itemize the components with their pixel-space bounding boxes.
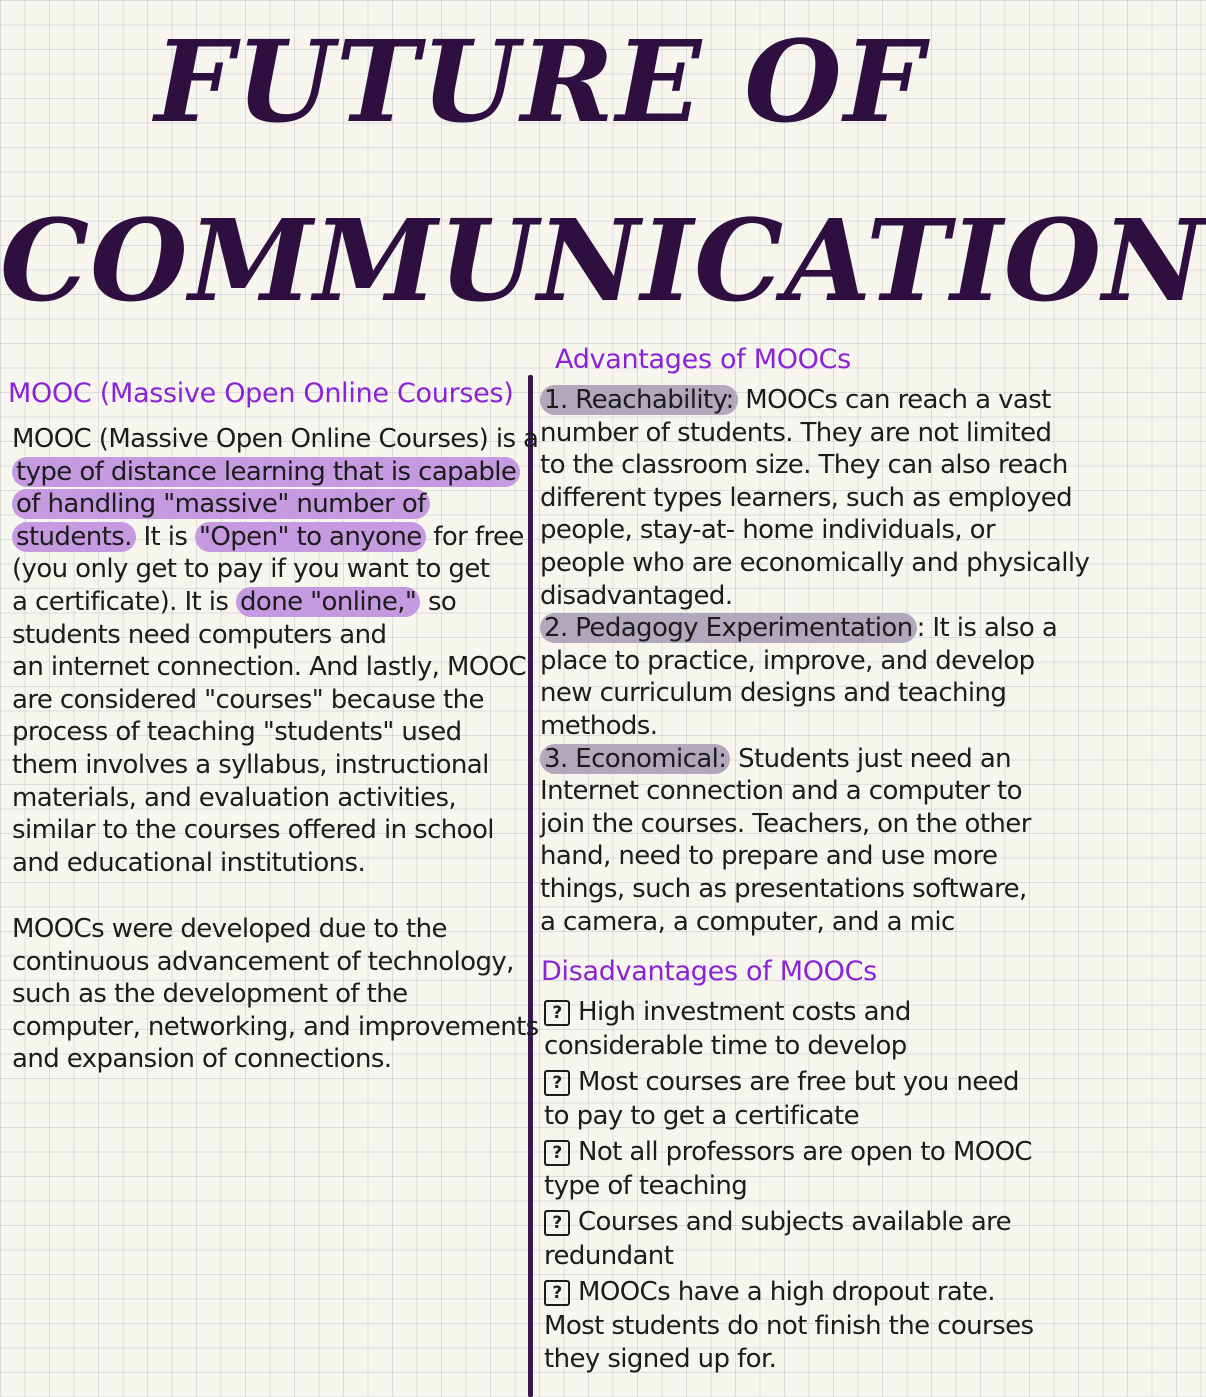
mooc-heading: MOOC (Massive Open Online Courses) bbox=[8, 378, 514, 409]
unknown-glyph-icon: ? bbox=[544, 1140, 570, 1166]
highlight: 1. Reachability: bbox=[540, 385, 738, 415]
mooc-development-paragraph bbox=[12, 913, 539, 1076]
unknown-glyph-icon: ? bbox=[544, 1070, 570, 1096]
page-title-line-2: COMMUNICATION bbox=[0, 196, 1206, 327]
text-fragment: Students just need an bbox=[730, 743, 1012, 774]
text-line: to the classroom size. They can also reach bbox=[540, 450, 1068, 481]
highlight: type of distance learning that is capable bbox=[12, 457, 520, 487]
mooc-definition-paragraph bbox=[12, 423, 538, 879]
text-line: MOOC (Massive Open Online Courses) is a bbox=[12, 424, 539, 454]
text-fragment: It is bbox=[135, 521, 196, 552]
text-line: Internet connection and a computer to bbox=[540, 776, 1022, 807]
highlight: "Open" to anyone bbox=[195, 522, 426, 552]
list-item-text: High investment costs and bbox=[578, 997, 911, 1027]
highlight: students. bbox=[12, 522, 136, 552]
text-line bbox=[12, 488, 538, 521]
text-fragment: a certificate). It is bbox=[12, 586, 237, 617]
text-line: Most students do not finish the courses bbox=[544, 1311, 1034, 1341]
list-item-text: Courses and subjects available are bbox=[578, 1207, 1012, 1237]
highlight: done "online," bbox=[236, 587, 420, 617]
unknown-glyph-icon: ? bbox=[544, 1000, 570, 1026]
text-line bbox=[12, 586, 538, 619]
text-line: process of teaching "students" used bbox=[12, 717, 462, 748]
page-title-line-1: FUTURE OF bbox=[154, 17, 926, 148]
text-line: they signed up for. bbox=[544, 1344, 777, 1374]
list-item-text: Not all professors are open to MOOC bbox=[578, 1137, 1032, 1167]
highlight: 3. Economical: bbox=[540, 744, 730, 774]
list-item bbox=[544, 1135, 1033, 1169]
text-line bbox=[12, 456, 538, 489]
text-line: people, stay-at- home individuals, or bbox=[540, 515, 996, 546]
text-line: materials, and evaluation activities, bbox=[12, 782, 457, 813]
text-line: place to practice, improve, and develop bbox=[540, 645, 1035, 676]
text-fragment: : It is also a bbox=[916, 613, 1058, 644]
text-line: students need computers and bbox=[12, 619, 387, 650]
disadvantages-list bbox=[544, 995, 1033, 1375]
list-item-text: Most courses are free but you need bbox=[578, 1067, 1019, 1097]
text-line: to pay to get a certificate bbox=[544, 1101, 859, 1131]
text-line: redundant bbox=[544, 1241, 674, 1271]
text-line: hand, need to prepare and use more bbox=[540, 841, 998, 872]
text-line: join the courses. Teachers, on the other bbox=[540, 808, 1031, 839]
text-line: people who are economically and physically bbox=[540, 547, 1090, 578]
advantages-heading: Advantages of MOOCs bbox=[555, 344, 851, 375]
text-line: things, such as presentations software, bbox=[540, 873, 1027, 904]
text-line: different types learners, such as employed bbox=[540, 482, 1073, 513]
advantages-list bbox=[540, 384, 1089, 938]
text-line: methods. bbox=[540, 710, 658, 741]
text-line: (you only get to pay if you want to get bbox=[12, 554, 490, 585]
text-line bbox=[12, 521, 538, 554]
text-fragment: so bbox=[420, 586, 457, 617]
highlight: 2. Pedagogy Experimentation bbox=[540, 613, 917, 643]
list-item bbox=[544, 1065, 1033, 1099]
text-line: disadvantaged. bbox=[540, 580, 733, 611]
unknown-glyph-icon: ? bbox=[544, 1210, 570, 1236]
text-line bbox=[540, 384, 1089, 417]
text-line: such as the development of the bbox=[12, 979, 408, 1010]
text-line bbox=[540, 612, 1089, 645]
text-line: continuous advancement of technology, bbox=[12, 946, 514, 977]
list-item-text: MOOCs have a high dropout rate. bbox=[578, 1277, 995, 1307]
text-line: a camera, a computer, and a mic bbox=[540, 906, 955, 937]
text-line: similar to the courses offered in school bbox=[12, 815, 494, 846]
text-line: number of students. They are not limited bbox=[540, 417, 1052, 448]
text-line: considerable time to develop bbox=[544, 1031, 907, 1061]
highlight: of handling "massive" number of bbox=[12, 489, 430, 519]
unknown-glyph-icon: ? bbox=[544, 1280, 570, 1306]
disadvantages-heading: Disadvantages of MOOCs bbox=[541, 956, 877, 987]
text-line: MOOCs were developed due to the bbox=[12, 914, 447, 944]
text-line: are considered "courses" because the bbox=[12, 684, 484, 715]
list-item bbox=[544, 995, 1033, 1029]
text-line: new curriculum designs and teaching bbox=[540, 678, 1007, 709]
text-line: an internet connection. And lastly, MOOC bbox=[12, 652, 527, 683]
text-line: them involves a syllabus, instructional bbox=[12, 749, 489, 780]
text-line: and educational institutions. bbox=[12, 847, 366, 878]
text-line: type of teaching bbox=[544, 1171, 748, 1201]
text-fragment: MOOCs can reach a vast bbox=[737, 385, 1051, 415]
list-item bbox=[544, 1205, 1033, 1239]
text-line bbox=[540, 743, 1089, 776]
text-line: computer, networking, and improvements bbox=[12, 1011, 539, 1042]
text-line: and expansion of connections. bbox=[12, 1044, 392, 1075]
text-fragment: for free bbox=[425, 521, 524, 552]
list-item bbox=[544, 1275, 1033, 1309]
